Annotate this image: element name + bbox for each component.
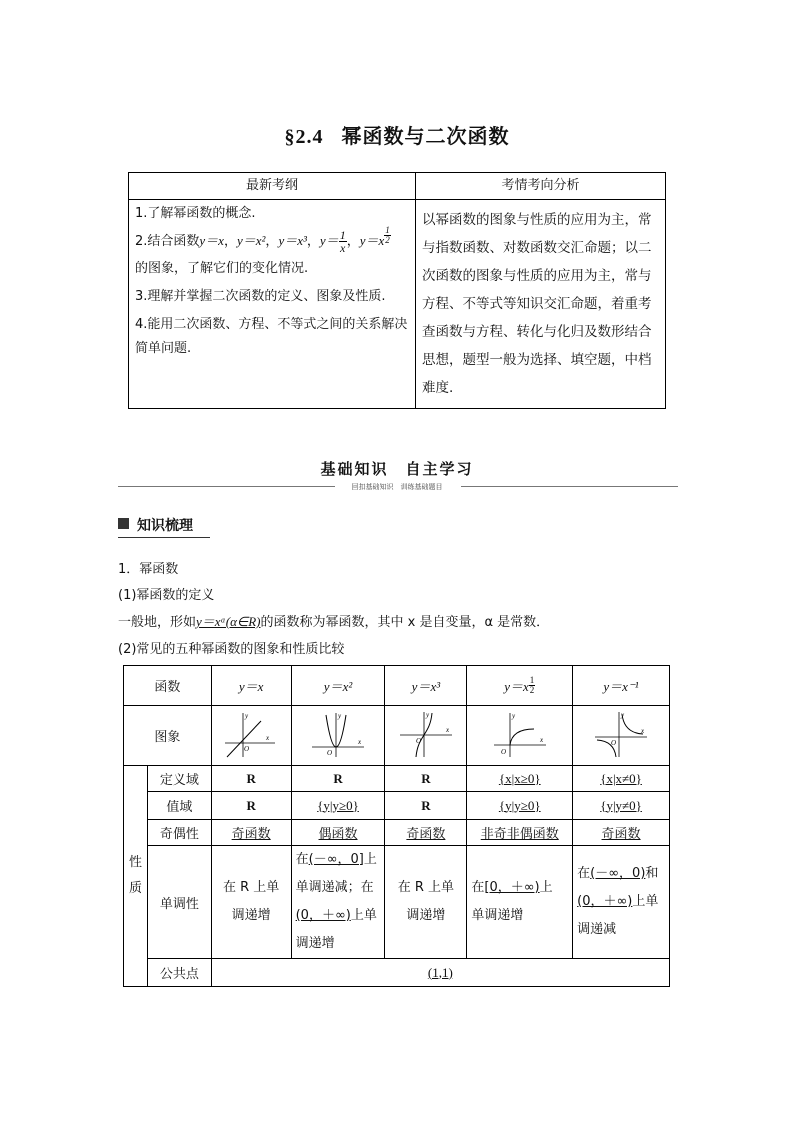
row-monotonic-label: 单调性 [147,846,211,959]
svg-text:O: O [244,744,250,753]
outline-analysis: 以幂函数的图象与性质的应用为主，常与指数函数、对数函数交汇命题；以二次函数的图象与性质的应用为主，常与方程、不等式等知识交汇命题，着重考查函数与方程、转化与化归及数形结合思想，题型一般为选择、填空题，中档难度. [416,200,666,409]
section-subtitle: 回扣基础知识 训练基础题目 [351,483,443,491]
outline-header-right: 考情考向分析 [416,173,666,200]
function-header: 函数 [124,666,212,706]
outline-item-4: 4.能用二次函数、方程、不等式之间的关系解决简单问题. [135,317,408,356]
svg-text:x: x [266,733,270,742]
graph-inverse [573,706,670,766]
func-header-x3: y＝x³ [385,666,467,706]
outline-item-3: 3.理解并掌握二次函数的定义、图象及性质. [135,289,386,304]
heading-definition: (1)幂函数的定义 [118,588,215,603]
table-row: 值域 R {y|y≥0} R {y|y≥0} {y|y≠0} [124,792,670,820]
definition-paragraph: 一般地，形如y＝xᵅ(α∈R)的函数称为幂函数，其中 x 是自变量，α 是常数． [118,614,550,630]
svg-text:y: y [511,711,515,720]
heading-power-function: 1．幂函数 [118,562,179,577]
svg-text:O: O [327,748,333,757]
graph-linear [211,706,291,766]
title-text: 幂函数与二次函数 [341,124,510,148]
graph-square [291,706,385,766]
func-header-inverse: y＝x⁻¹ [573,666,670,706]
row-range-label: 值域 [147,792,211,820]
svg-text:x: x [641,726,645,735]
exponent-half: $\frac{1}{2}$ [385,225,390,245]
svg-text:O: O [415,736,421,745]
row-domain-label: 定义域 [147,766,211,792]
table-row [124,959,670,987]
func-header-x2: y＝x² [291,666,385,706]
knowledge-underline [118,537,210,538]
power-function-table [123,665,670,987]
table-row [124,666,670,706]
outline-item-2-tail: 的图象，了解它们的变化情况. [135,261,309,276]
svg-text:y: y [425,710,430,719]
svg-text:x: x [445,725,450,734]
graph-sqrt [467,706,573,766]
section-heading: 基础知识 自主学习 [320,460,474,478]
common-point-value: (1,1) [211,959,669,987]
graph-cube [385,706,467,766]
outline-item-1: 1.了解幂函数的概念. [135,206,256,221]
outline-table [128,172,666,409]
section-number: §2.4 [284,126,324,148]
svg-text:y: y [621,710,625,719]
properties-side-label: 性 质 [124,766,148,987]
table-row: 单调性 在 R 上单 调递增 在(－∞，0]上 单调递减；在 (0，＋∞)上单 调递增 在 R 上单 调递增 在[0，＋∞)上 单调递增 在(－∞，0)和 (0，＋∞)上单 调递减 [124,846,670,959]
knowledge-label: 知识梳理 [137,518,193,534]
heading-comparison: (2)常见的五种幂函数的图象和性质比较 [118,642,345,657]
fraction-one-over-x: $\frac{1}{x}$ [339,228,346,255]
svg-text:x: x [539,735,543,744]
knowledge-square-icon [118,518,129,529]
outline-left-cell [129,200,416,409]
svg-text:y: y [245,711,249,720]
table-row [124,706,670,766]
svg-text:O: O [500,747,506,756]
svg-text:O: O [611,738,617,747]
func-header-sqrt: y＝x $\frac{1}{2}$ [467,666,573,706]
page-title [0,120,794,149]
svg-text:y: y [338,711,342,720]
svg-text:x: x [358,737,362,746]
graph-header: 图象 [124,706,212,766]
row-common-point-label: 公共点 [147,959,211,987]
table-row: 性 质 定义域 R R R {x|x≥0} {x|x≠0} [124,766,670,792]
table-row: 奇偶性 奇函数 偶函数 奇函数 非奇非偶函数 奇函数 [124,820,670,846]
row-parity-label: 奇偶性 [147,820,211,846]
definition-formula: y＝xᵅ(α∈R) [196,614,261,629]
outline-item-2: 2.结合函数y＝x，y＝x²，y＝x³，y＝ $\frac{1}{x}$ ，y＝x $\frac{1}{2}$ [135,225,390,255]
outline-header-left: 最新考纲 [129,173,416,200]
func-header-x: y＝x [211,666,291,706]
